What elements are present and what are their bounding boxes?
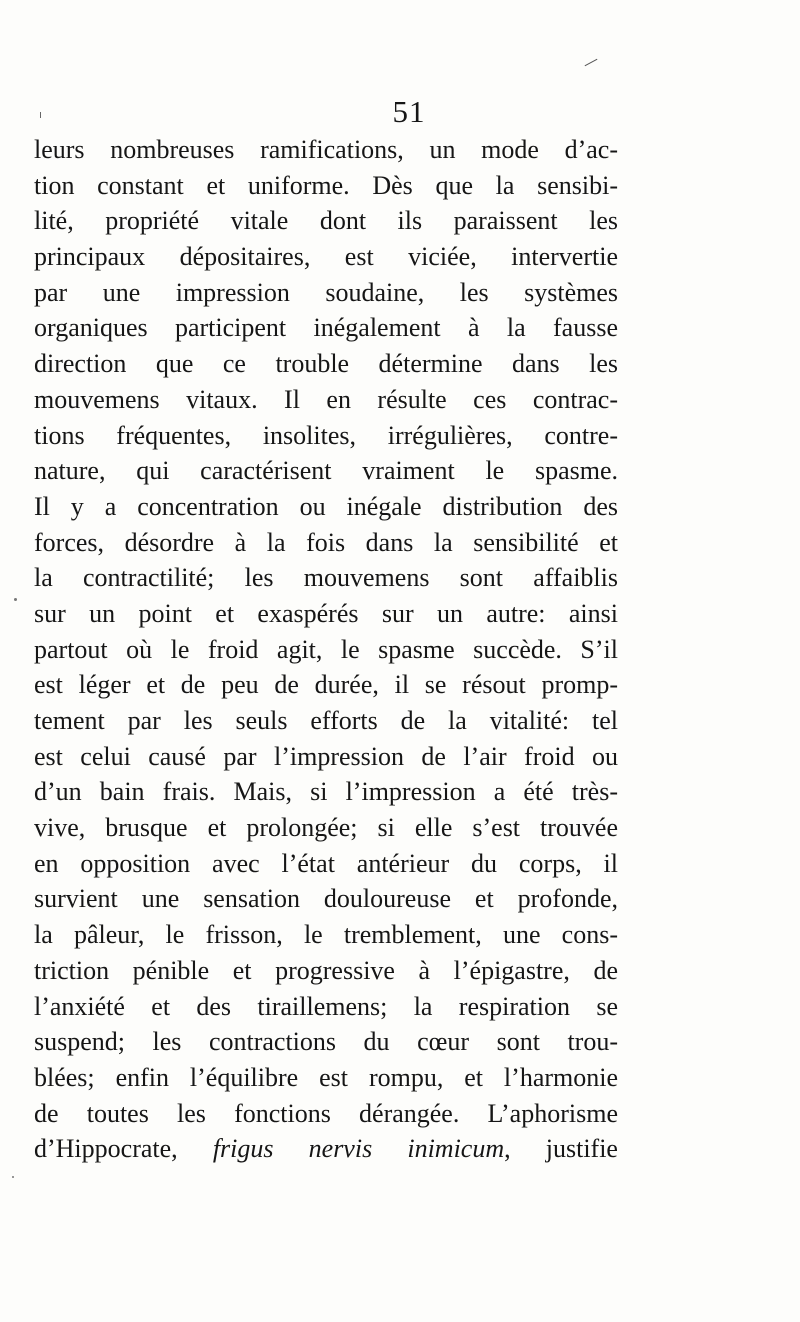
text-line: d’un bain frais. Mais, si l’impression a été très- — [34, 777, 618, 807]
text-line: survient une sensation douloureuse et profonde, — [34, 884, 618, 914]
text-line: sur un point et exaspérés sur un autre: ainsi — [34, 598, 618, 628]
text-line: vive, brusque et prolongée; si elle s’est trouvée — [34, 813, 618, 843]
text-line: leurs nombreuses ramifications, un mode d’ac- — [34, 135, 618, 164]
scan-speck — [12, 1176, 14, 1178]
text-line: tion constant et uniforme. Dès que la sensibi- — [34, 170, 618, 200]
text-line: en opposition avec l’état antérieur du corps, il — [34, 848, 618, 878]
text-line: direction que ce trouble détermine dans les — [34, 349, 618, 379]
text-line: est léger et de peu de durée, il se résout promp- — [34, 670, 618, 700]
text-line: la contractilité; les mouvemens sont affaiblis — [34, 563, 618, 593]
text-segment: , justifie — [504, 1134, 618, 1164]
text-line: par une impression soudaine, les systèmes — [34, 277, 618, 307]
text-line: nature, qui caractérisent vraiment le spasme. — [34, 456, 618, 486]
text-line: est celui causé par l’impression de l’air froid ou — [34, 741, 618, 771]
text-line: suspend; les contractions du cœur sont trou- — [34, 1027, 618, 1057]
latin-quotation: frigus nervis inimicum — [212, 1134, 505, 1164]
text-line-last — [34, 1131, 618, 1167]
text-line: tions fréquentes, insolites, irrégulières, contre- — [34, 420, 618, 450]
text-line: principaux dépositaires, est viciée, intervertie — [34, 242, 618, 272]
text-line: forces, désordre à la fois dans la sensibilité et — [34, 527, 618, 557]
text-line: partout où le froid agit, le spasme succède. S’il — [34, 634, 618, 664]
text-line: Il y a concentration ou inégale distribution des — [34, 491, 618, 521]
text-line: triction pénible et progressive à l’épigastre, de — [34, 955, 618, 985]
scan-speck — [585, 59, 598, 66]
scan-speck — [40, 112, 41, 118]
text-segment: d’Hippocrate, — [34, 1134, 213, 1164]
page-number: 51 — [392, 94, 426, 129]
scan-speck — [14, 598, 17, 601]
text-line: de toutes les fonctions dérangée. L’aphorisme — [34, 1098, 618, 1128]
text-line: la pâleur, le frisson, le tremblement, une cons- — [34, 920, 618, 950]
text-line: blées; enfin l’équilibre est rompu, et l’harmonie — [34, 1062, 618, 1092]
text-line: organiques participent inégalement à la fausse — [34, 313, 618, 343]
text-line: lité, propriété vitale dont ils paraissent les — [34, 206, 618, 236]
body-text — [34, 132, 618, 1167]
text-line: mouvemens vitaux. Il en résulte ces contrac- — [34, 384, 618, 414]
text-line: tement par les seuls efforts de la vitalité: tel — [34, 706, 618, 735]
text-line: l’anxiété et des tiraillemens; la respiration se — [34, 991, 618, 1021]
